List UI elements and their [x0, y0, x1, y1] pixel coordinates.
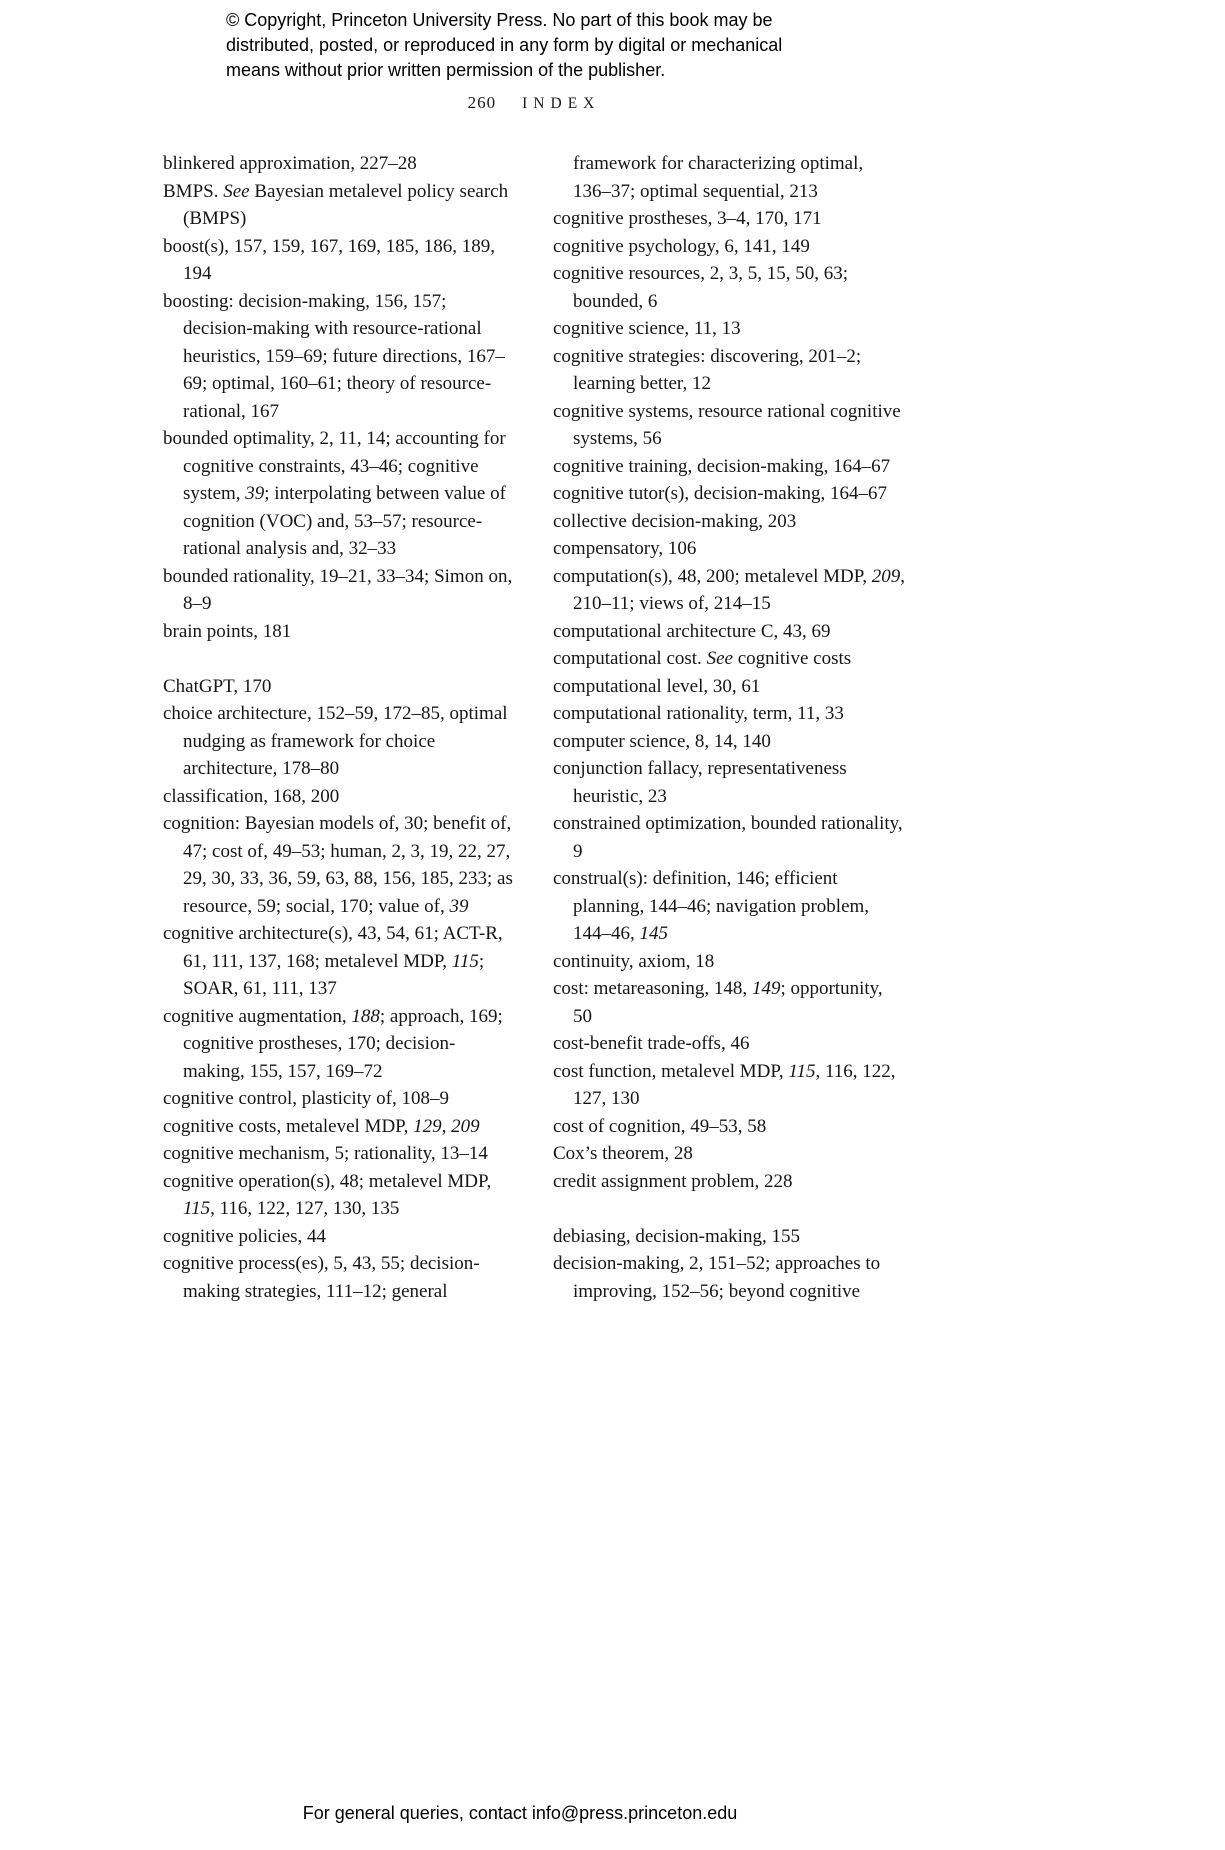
- index-entry: computational rationality, term, 11, 33: [553, 703, 844, 724]
- index-entry: computational cost. See cognitive costs: [553, 648, 852, 669]
- index-entry: cognitive operation(s), 48; metalevel MDP, 115, 116, 122, 127, 130, 135: [163, 1170, 492, 1219]
- index-entry: constrained optimization, bounded rationality, 9: [553, 813, 903, 862]
- footer-contact: For general queries, contact info@press.princeton.edu: [302, 1803, 738, 1823]
- index-entry: boosting: decision-making, 156, 157; decision-making with resource-rational heuristics, 159–69; future directions, 167–69; optimal, 160–61; theory of resource-rational, 167: [163, 290, 505, 422]
- index-entry: credit assignment problem, 228: [553, 1170, 793, 1192]
- index-right-column: [553, 150, 905, 1305]
- index-entry: bounded rationality, 19–21, 33–34; Simon on, 8–9: [163, 565, 513, 614]
- index-entry: cognitive policies, 44: [163, 1225, 327, 1247]
- index-entry: cognitive control, plasticity of, 108–9: [163, 1088, 450, 1109]
- index-entry: choice architecture, 152–59, 172–85, optimal nudging as framework for choice architecture, 178–80: [163, 703, 508, 779]
- index-entry: compensatory, 106: [553, 538, 697, 559]
- page-header: [163, 93, 905, 113]
- index-entry: Cox’s theorem, 28: [553, 1143, 693, 1164]
- index-entry: brain points, 181: [163, 620, 292, 642]
- index-entry: computer science, 8, 14, 140: [553, 730, 771, 752]
- index-entry: BMPS. See Bayesian metalevel policy search (BMPS): [163, 180, 509, 229]
- index-entry: computational architecture C, 43, 69: [553, 620, 831, 642]
- index-entry: cost function, metalevel MDP, 115, 116, 122, 127, 130: [553, 1060, 896, 1109]
- index-entry: computation(s), 48, 200; metalevel MDP, 209, 210–11; views of, 214–15: [553, 565, 905, 614]
- index-entry: cognitive science, 11, 13: [553, 318, 741, 339]
- index-entry: cost: metareasoning, 148, 149; opportunity, 50: [553, 978, 883, 1027]
- index-entry: framework for characterizing optimal, 136–37; optimal sequential, 213: [573, 153, 864, 202]
- index-entry: cognitive training, decision-making, 164–67: [553, 455, 891, 477]
- index-entry: cost-benefit trade-offs, 46: [553, 1033, 750, 1054]
- index-entry: cognitive costs, metalevel MDP, 129, 209: [163, 1115, 480, 1137]
- index-left-column: [163, 150, 515, 1305]
- index-columns: [163, 150, 905, 1305]
- copyright-notice: © Copyright, Princeton University Press. No part of this book may be distributed, posted, or reproduced in any form by digital or mechanical means without prior written permission of the publisher.: [226, 10, 783, 80]
- index-entry: cognitive process(es), 5, 43, 55; decision-making strategies, 111–12; general: [163, 1253, 480, 1302]
- index-entry: blinkered approximation, 227–28: [163, 153, 417, 174]
- index-entry: collective decision-making, 203: [553, 510, 797, 532]
- index-entry: cognitive systems, resource rational cognitive systems, 56: [553, 400, 901, 449]
- index-entry: continuity, axiom, 18: [553, 950, 715, 972]
- index-entry: construal(s): definition, 146; efficient planning, 144–46; navigation problem, 144–46, 145: [553, 868, 870, 944]
- index-entry: debiasing, decision-making, 155: [553, 1225, 800, 1247]
- index-entry: conjunction fallacy, representativeness heuristic, 23: [553, 758, 847, 807]
- index-entry: cognitive psychology, 6, 141, 149: [553, 235, 810, 257]
- index-entry: classification, 168, 200: [163, 785, 340, 807]
- page-number: 260: [467, 93, 497, 112]
- index-title: INDEX: [522, 95, 601, 112]
- index-entry: ChatGPT, 170: [163, 675, 272, 697]
- index-entry: cognitive resources, 2, 3, 5, 15, 50, 63; bounded, 6: [553, 263, 848, 312]
- index-entry: cognitive augmentation, 188; approach, 169; cognitive prostheses, 170; decision-making, 155, 157, 169–72: [163, 1005, 503, 1082]
- index-entry: bounded optimality, 2, 11, 14; accounting for cognitive constraints, 43–46; cognitive system, 39; interpolating between value of cognition (VOC) and, 53–57; resource-rational analysis and, 32–33: [163, 428, 506, 559]
- index-entry: cognitive tutor(s), decision-making, 164–67: [553, 483, 888, 504]
- index-entry: cognitive prostheses, 3–4, 170, 171: [553, 208, 822, 229]
- index-entry: decision-making, 2, 151–52; approaches to improving, 152–56; beyond cognitive: [553, 1253, 881, 1302]
- index-entry: boost(s), 157, 159, 167, 169, 185, 186, 189, 194: [163, 235, 495, 284]
- index-entry: cognitive strategies: discovering, 201–2; learning better, 12: [553, 345, 862, 394]
- index-entry: cognition: Bayesian models of, 30; benefit of, 47; cost of, 49–53; human, 2, 3, 19, 22, 27, 29, 30, 33, 36, 59, 63, 88, 156, 185, 233; as resource, 59; social, 170; value of, 39: [163, 813, 513, 917]
- index-entry: cost of cognition, 49–53, 58: [553, 1115, 767, 1137]
- index-entry: computational level, 30, 61: [553, 675, 761, 697]
- index-entry: cognitive mechanism, 5; rationality, 13–14: [163, 1143, 488, 1164]
- index-entry: cognitive architecture(s), 43, 54, 61; ACT-R, 61, 111, 137, 168; metalevel MDP, 115; SOAR, 61, 111, 137: [163, 923, 503, 999]
